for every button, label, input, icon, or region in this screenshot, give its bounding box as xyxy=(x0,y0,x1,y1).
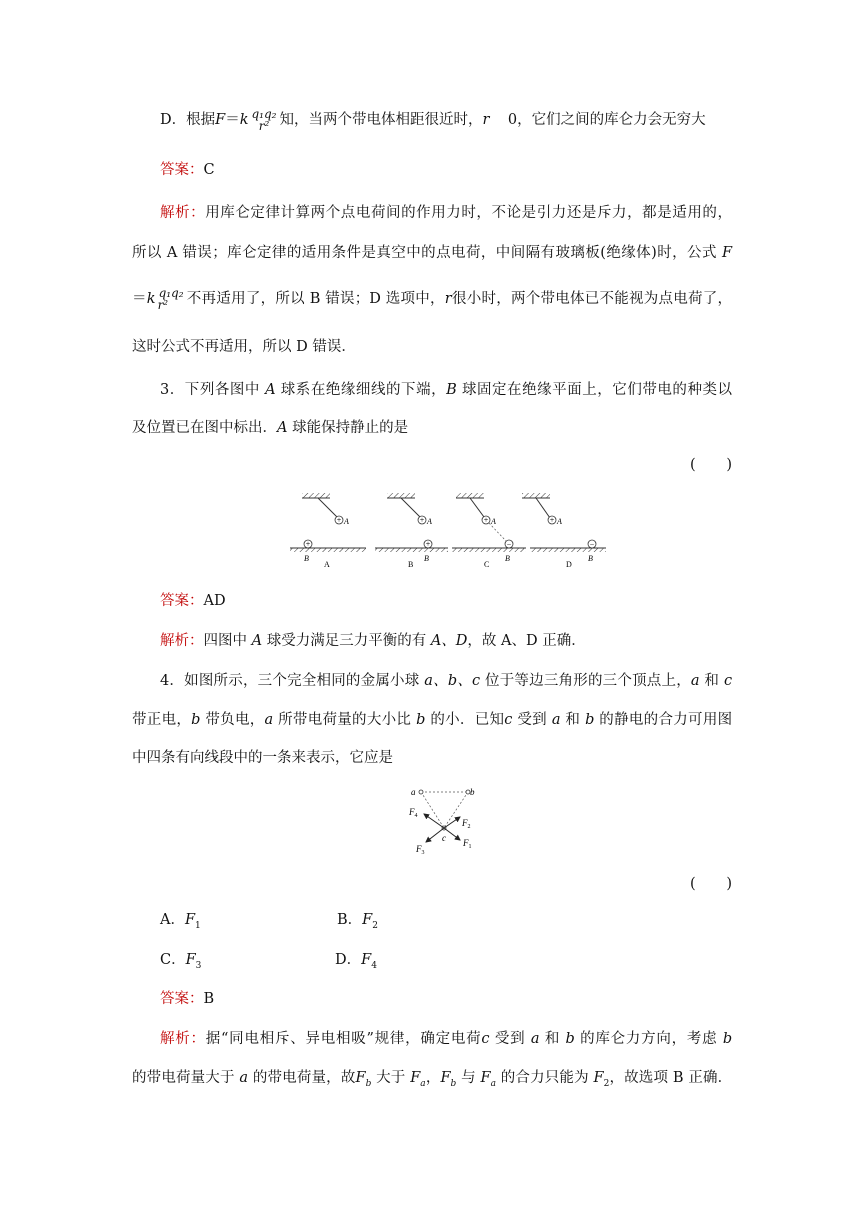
q3-figure xyxy=(288,490,618,570)
ball-b-label: B xyxy=(588,554,593,563)
q3-b-charge: + xyxy=(305,539,311,549)
q4-answer-blank: ( ) xyxy=(690,876,732,892)
panel-caption-c: C xyxy=(484,560,490,569)
q4-option-a: A．$F_1$ xyxy=(160,912,201,931)
label-f2: $F_2$ xyxy=(462,818,471,830)
panel-caption-a: A xyxy=(324,560,330,569)
q3-panel-a xyxy=(290,493,366,569)
q3-panel-b xyxy=(375,493,448,569)
q4-stem-line3: 中四条有向线段中的一条来表示，它应是 xyxy=(132,750,393,766)
panel-caption-d: D xyxy=(566,560,572,569)
q3-b-charge: − xyxy=(506,540,512,549)
ball-a-label: A xyxy=(344,517,349,526)
q4-analysis-line1: 解析：据“同电相斥、异电相吸”规律，确定电荷c 受到 a 和 b 的库仑力方向，考虑 b xyxy=(160,1031,733,1047)
vector-f1 xyxy=(444,828,460,840)
coulomb-fraction: q₁q₂ r² xyxy=(251,107,277,133)
q3-b-charge: − xyxy=(589,540,595,549)
vector-f2 xyxy=(444,817,460,828)
q2-analysis-line2: 所以 A 错误；库仑定律的适用条件是真空中的点电荷，中间隔有玻璃板(绝缘体)时，公式 F xyxy=(132,245,732,261)
q2-option-d: D．根据F＝k q₁q₂ r² 知，当两个带电体相距很近时，r 0，它们之间的库仑力会无穷大 xyxy=(160,107,706,133)
label-b: b xyxy=(470,787,475,797)
q3-a-charge: + xyxy=(483,515,489,525)
q3-stem-line2: 及位置已在图中标出．A 球能保持静止的是 xyxy=(132,420,409,436)
q3-analysis: 解析：四图中 A 球受力满足三力平衡的有 A、D，故 A、D 正确． xyxy=(160,633,586,649)
ball-b-label: B xyxy=(505,554,510,563)
label-f1: $F_1$ xyxy=(463,838,472,850)
panel-caption-b: B xyxy=(408,560,414,569)
q3-b-charge: + xyxy=(425,539,431,549)
ball-a-label: A xyxy=(491,517,496,526)
q2-analysis-line3: ＝k q₁q₂ r² 不再适用了，所以 B 错误；D 选项中，r很小时，两个带电体已不能视为点电荷了， xyxy=(132,286,733,312)
coulomb-fraction-2: q₁q₂ r² xyxy=(157,286,184,312)
ball-b-label: B xyxy=(304,554,309,563)
q2-answer: 答案：C xyxy=(160,162,215,178)
q2-analysis-line1: 解析：用库仑定律计算两个点电荷间的作用力时，不论是引力还是斥力，都是适用的， xyxy=(160,205,732,221)
vector-f4 xyxy=(424,814,444,828)
q3-panel-c xyxy=(452,493,526,569)
label-c: c xyxy=(442,833,446,843)
q4-figure xyxy=(400,784,496,860)
q3-answer-blank: ( ) xyxy=(690,457,732,473)
q4-answer: 答案：B xyxy=(160,991,215,1007)
q3-a-charge: + xyxy=(336,515,342,525)
q2-analysis-line4: 这时公式不再适用，所以 D 错误． xyxy=(132,339,356,355)
q4-option-b: B．$F_2$ xyxy=(337,912,378,931)
q4-stem-line1: 4．如图所示，三个完全相同的金属小球 a、b、c 位于等边三角形的三个顶点上，a 和 c xyxy=(160,673,733,689)
q4-option-c: C．$F_3$ xyxy=(160,952,202,971)
ball-a-label: A xyxy=(557,517,562,526)
q3-panel-d xyxy=(522,493,606,569)
ball-b-label: B xyxy=(424,554,429,563)
label-a: a xyxy=(411,787,416,797)
q4-analysis-line2: 的带电荷量大于 a 的带电荷量，故$F_b$ 大于 $F_a$，$F_b$ 与 $F_a$ 的合力只能为 $F_2$，故选项 B 正确． xyxy=(132,1070,733,1089)
q4-stem-line2: 带正电，b 带负电，a 所带电荷量的大小比 b 的小．已知c 受到 a 和 b 的静电的合力可用图 xyxy=(132,712,733,728)
q4-option-d: D．$F_4$ xyxy=(335,952,377,971)
q3-answer: 答案：AD xyxy=(160,593,226,609)
q3-a-charge: + xyxy=(549,515,555,525)
label-f4: $F_4$ xyxy=(409,807,418,819)
label-f3: $F_3$ xyxy=(416,844,425,856)
q3-stem-line1: 3．下列各图中 A 球系在绝缘细线的下端，B 球固定在绝缘平面上，它们带电的种类以 xyxy=(160,382,733,398)
ball-a-label: A xyxy=(427,517,432,526)
q3-a-charge: + xyxy=(419,515,425,525)
